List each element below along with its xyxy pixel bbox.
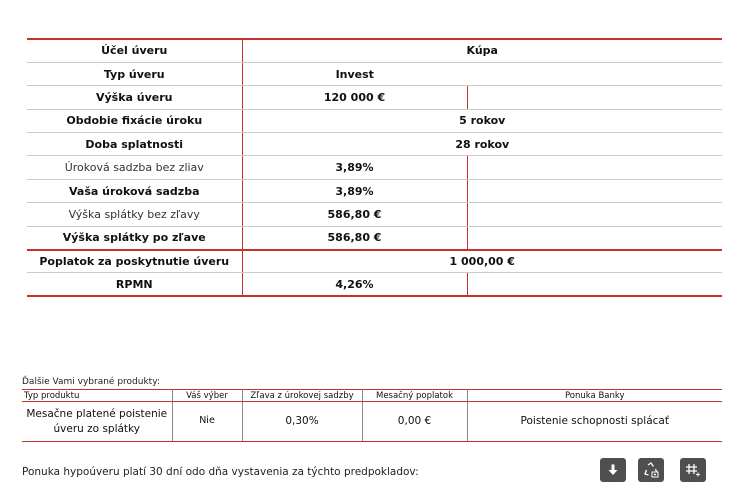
rpmn-label: RPMN <box>27 273 242 296</box>
add-grid-icon <box>684 462 702 478</box>
base-rate-value: 3,89% <box>242 156 467 179</box>
product-discount-cell: 0,30% <box>242 402 362 442</box>
type-value: Invest <box>242 62 467 85</box>
header-bank-offer: Ponuka Banky <box>467 390 722 402</box>
your-rate-label: Vaša úroková sadzba <box>27 179 242 202</box>
row-type <box>27 62 722 85</box>
recycle-button[interactable] <box>638 458 664 482</box>
purpose-value: Kúpa <box>242 39 722 62</box>
add-grid-button[interactable] <box>680 458 706 482</box>
header-product-type: Typ produktu <box>22 390 172 402</box>
download-icon <box>606 463 620 477</box>
table-row <box>22 402 722 442</box>
fee-label: Poplatok za poskytnutie úveru <box>27 250 242 273</box>
header-your-choice: Váš výber <box>172 390 242 402</box>
product-offer-cell: Poistenie schopnosti splácať <box>467 402 722 442</box>
type-label: Typ úveru <box>27 62 242 85</box>
empty-cell <box>467 273 722 296</box>
row-rpmn <box>27 273 722 296</box>
empty-cell <box>467 62 722 85</box>
empty-cell <box>467 179 722 202</box>
installment-nodisc-value: 586,80 € <box>242 203 467 226</box>
products-header-row <box>22 390 722 402</box>
your-rate-value: 3,89% <box>242 179 467 202</box>
term-value: 28 rokov <box>242 133 722 156</box>
products-title: Ďalšie Vami vybrané produkty: <box>22 377 160 387</box>
loan-summary-table <box>27 38 722 297</box>
product-fee-cell: 0,00 € <box>362 402 467 442</box>
products-table <box>22 389 722 442</box>
rpmn-value: 4,26% <box>242 273 467 296</box>
empty-cell <box>467 86 722 109</box>
row-base-rate <box>27 156 722 179</box>
fixation-label: Obdobie fixácie úroku <box>27 109 242 132</box>
row-amount <box>27 86 722 109</box>
row-fixation <box>27 109 722 132</box>
installment-disc-label: Výška splátky po zľave <box>27 226 242 249</box>
header-monthly-fee: Mesačný poplatok <box>362 390 467 402</box>
term-label: Doba splatnosti <box>27 133 242 156</box>
empty-cell <box>467 203 722 226</box>
empty-cell <box>467 226 722 249</box>
row-installment-disc <box>27 226 722 249</box>
product-choice-cell: Nie <box>172 402 242 442</box>
purpose-label: Účel úveru <box>27 39 242 62</box>
recycle-icon <box>642 462 660 478</box>
row-fee <box>27 250 722 273</box>
header-rate-discount: Zľava z úrokovej sadzby <box>242 390 362 402</box>
base-rate-label: Úroková sadzba bez zliav <box>27 156 242 179</box>
offer-footnote: Ponuka hypoúveru platí 30 dní odo dňa vystavenia za týchto predpokladov: <box>22 466 419 478</box>
installment-nodisc-label: Výška splátky bez zľavy <box>27 203 242 226</box>
installment-disc-value: 586,80 € <box>242 226 467 249</box>
download-button[interactable] <box>600 458 626 482</box>
amount-label: Výška úveru <box>27 86 242 109</box>
fixation-value: 5 rokov <box>242 109 722 132</box>
empty-cell <box>467 156 722 179</box>
row-term <box>27 133 722 156</box>
row-installment-nodisc <box>27 203 722 226</box>
fee-value: 1 000,00 € <box>242 250 722 273</box>
amount-value: 120 000 € <box>242 86 467 109</box>
row-purpose <box>27 39 722 62</box>
product-type-cell: Mesačne platené poistenie úveru zo splátky <box>22 402 172 442</box>
row-your-rate <box>27 179 722 202</box>
